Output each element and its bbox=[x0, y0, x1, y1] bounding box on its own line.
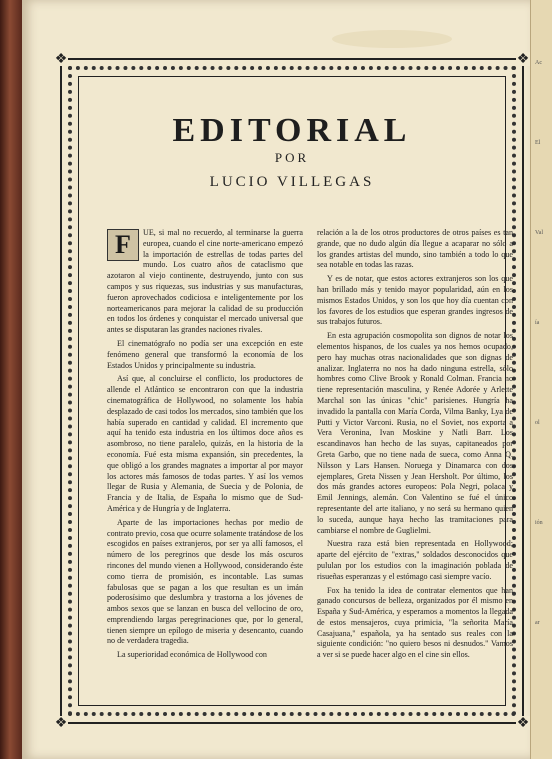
corner-ornament-icon: ❖ bbox=[54, 715, 68, 731]
article-paragraph: La superioridad económica de Hollywood con bbox=[117, 650, 267, 660]
facing-page-fragment: ión bbox=[535, 520, 543, 526]
author-name: LUCIO VILLEGAS bbox=[209, 174, 375, 190]
article-paragraph: Fox ha tenido la idea de contratar elementos que han ganado concursos de belleza, organizados por él mismo en España y Sud-América, y esperamos a momentos la llegada de estos mensajeros, cuya primicia, "la señorita María Casajuana," española, ya ha sentado sus reales con la siguiente condición: "no quiero besos ni desnudos." Vamos a ver si se puede hacer algo en el cine sin ellos. bbox=[317, 585, 513, 660]
facing-page-edge bbox=[530, 0, 552, 759]
paper-stain bbox=[332, 30, 452, 48]
book-binding bbox=[0, 0, 22, 759]
article-paragraph: Aparte de las importaciones hechas por medio de contrato previo, cosa que ocurre solamente tratándose de los escogidos en países extranjeros, por ser ya allí famosos, el número de los peregrinos que desde los más oscuros rincones del mundo vienen a Hollywood, considerando éste como tierra de promisión, es incontable. Las sumas fabulosas que se pagan a los que resultan es un imán poderosísimo que deslumbra y trastorna a los jóvenes de ambos sexos que se lanzan en busca del vellocino de oro, emprendiendo largas peregrinaciones que, por lo general, tienen siempre un epílogo de miseria y desencanto, cuando no de verdadera tragedia. bbox=[107, 517, 303, 646]
drop-cap: F bbox=[107, 229, 139, 261]
article-paragraph bbox=[107, 228, 303, 336]
article-paragraph: Y es de notar, que estos actores extranjeros son los que han brillado más y tenido mayor popularidad, aún en los mismos Estados Unidos, y son los que hoy día cuentan con los favores de los estudios que esperan grandes ingresos de sus trabajos futuros. bbox=[317, 274, 513, 327]
facing-page-fragment: ía bbox=[535, 320, 540, 326]
article-paragraph: Así que, al concluirse el conflicto, los productores de allende el Atlántico se encontraron con que la industria cinematográfica de Hollywood, no solamente los había desplazado de casi todos los mercados, sino también que los había superado en cantidad y calidad. El incremento que aquí ha tenido esta industria en los últimos doce años es asombroso, no tiene paralelo, quizás, en la historia de la economía. Fué esta misma expansión, sin precedentes, la que obligó a los grandes magnates a importar al por mayor los actores más famosos de todas partes. Y así los vemos llegar de Rusia y Alemania, de Suecia y de Polonia, de Francia y de Italia, de España lo mismo que de Sud-América y de Hungría y de Inglaterra. bbox=[107, 374, 303, 513]
facing-page-fragment: Ac bbox=[535, 60, 542, 66]
facing-page-fragment: El bbox=[535, 140, 541, 146]
facing-page-fragment: ar bbox=[535, 620, 540, 626]
facing-page-fragment: Val bbox=[535, 230, 543, 236]
byline-por: POR bbox=[274, 150, 310, 165]
corner-ornament-icon: ❖ bbox=[516, 715, 530, 731]
corner-ornament-icon: ❖ bbox=[516, 51, 530, 67]
article-paragraph: relación a la de los otros productores de otros países es tan grande, que no dudo algún día llegue a acaparar no sólo a los grandes artistas del mundo, sino también a todo lo que sea notable en todas las razas. bbox=[317, 228, 513, 270]
article-paragraph: Nuestra raza está bien representada en Hollywood; aparte del ejército de "extras," soldados desconocidos que pululan por los estudios con la imaginación poblada de risueñas esperanzas y el estómago casi siempre vacío. bbox=[317, 539, 513, 581]
article-column-right bbox=[317, 228, 513, 702]
article-paragraph: El cinematógrafo no podía ser una excepción en este fenómeno general que transformó la economía de los Estados Unidos y principalmente su industria. bbox=[107, 338, 303, 370]
article-column-left bbox=[107, 228, 303, 702]
corner-ornament-icon: ❖ bbox=[54, 51, 68, 67]
facing-page-fragment: ol bbox=[535, 420, 540, 426]
page-title: EDITORIAL bbox=[172, 112, 412, 149]
article-paragraph: En esta agrupación cosmopolita son dignos de notar los elementos hispanos, de los cuales ya nos hemos ocupado, pero hay muchas otras nacionalidades que son dignas de analizar. Inglaterra no nos ha dado ninguna estrella, sólo hombres como Clive Brook y Ronald Colman. Francia no tiene representación masculina, y Renée Adorée y Arlette Marchal son las únicas "chic" parisienes. Hungría ha invadido la pantalla con María Corda, Vilma Banky, Lya de Putti y Victor Varconi. Rusia, no el Soviet, nos exporta a Vera Veronina, Ivan Moskine y Natli Barr. Los escandinavos han hecho de las suyas, capitaneados por Greta Garbo, que no tiene nada de sueca, como Anna Q. Nilsson y Lars Hansen. Noruega y Dinamarca con dos ejemplares, Greta Nissen y Jean Hersholt. Por último, los dos más grandes actores europeos: Pola Negri, polaca y Emil Jennings, alemán. Con Valentino se fué el único representante del arte italiano, y no será su hermano quien lo suceda, aunque haya hecho las tramitaciones para cambiarse el nombre de Guglielmi. bbox=[317, 331, 513, 535]
paragraph-text: UE, si mal no recuerdo, al terminarse la guerra europea, cuando el cine norte-americano empezó la importación de estrellas de todas partes del mundo. Los cuatro años de cataclismo que azotaron al viejo continente, destruyendo, junto con sus campos y sus riquezas, sus industrias y sus manufacturas, fueron aprovechados codiciosa e inteligentemente por los norteamericanos para mejorar la calidad de su producción en todos los órdenes y conquistar el mercado universal que antes se disputaran las grandes naciones rivales. bbox=[107, 228, 303, 335]
